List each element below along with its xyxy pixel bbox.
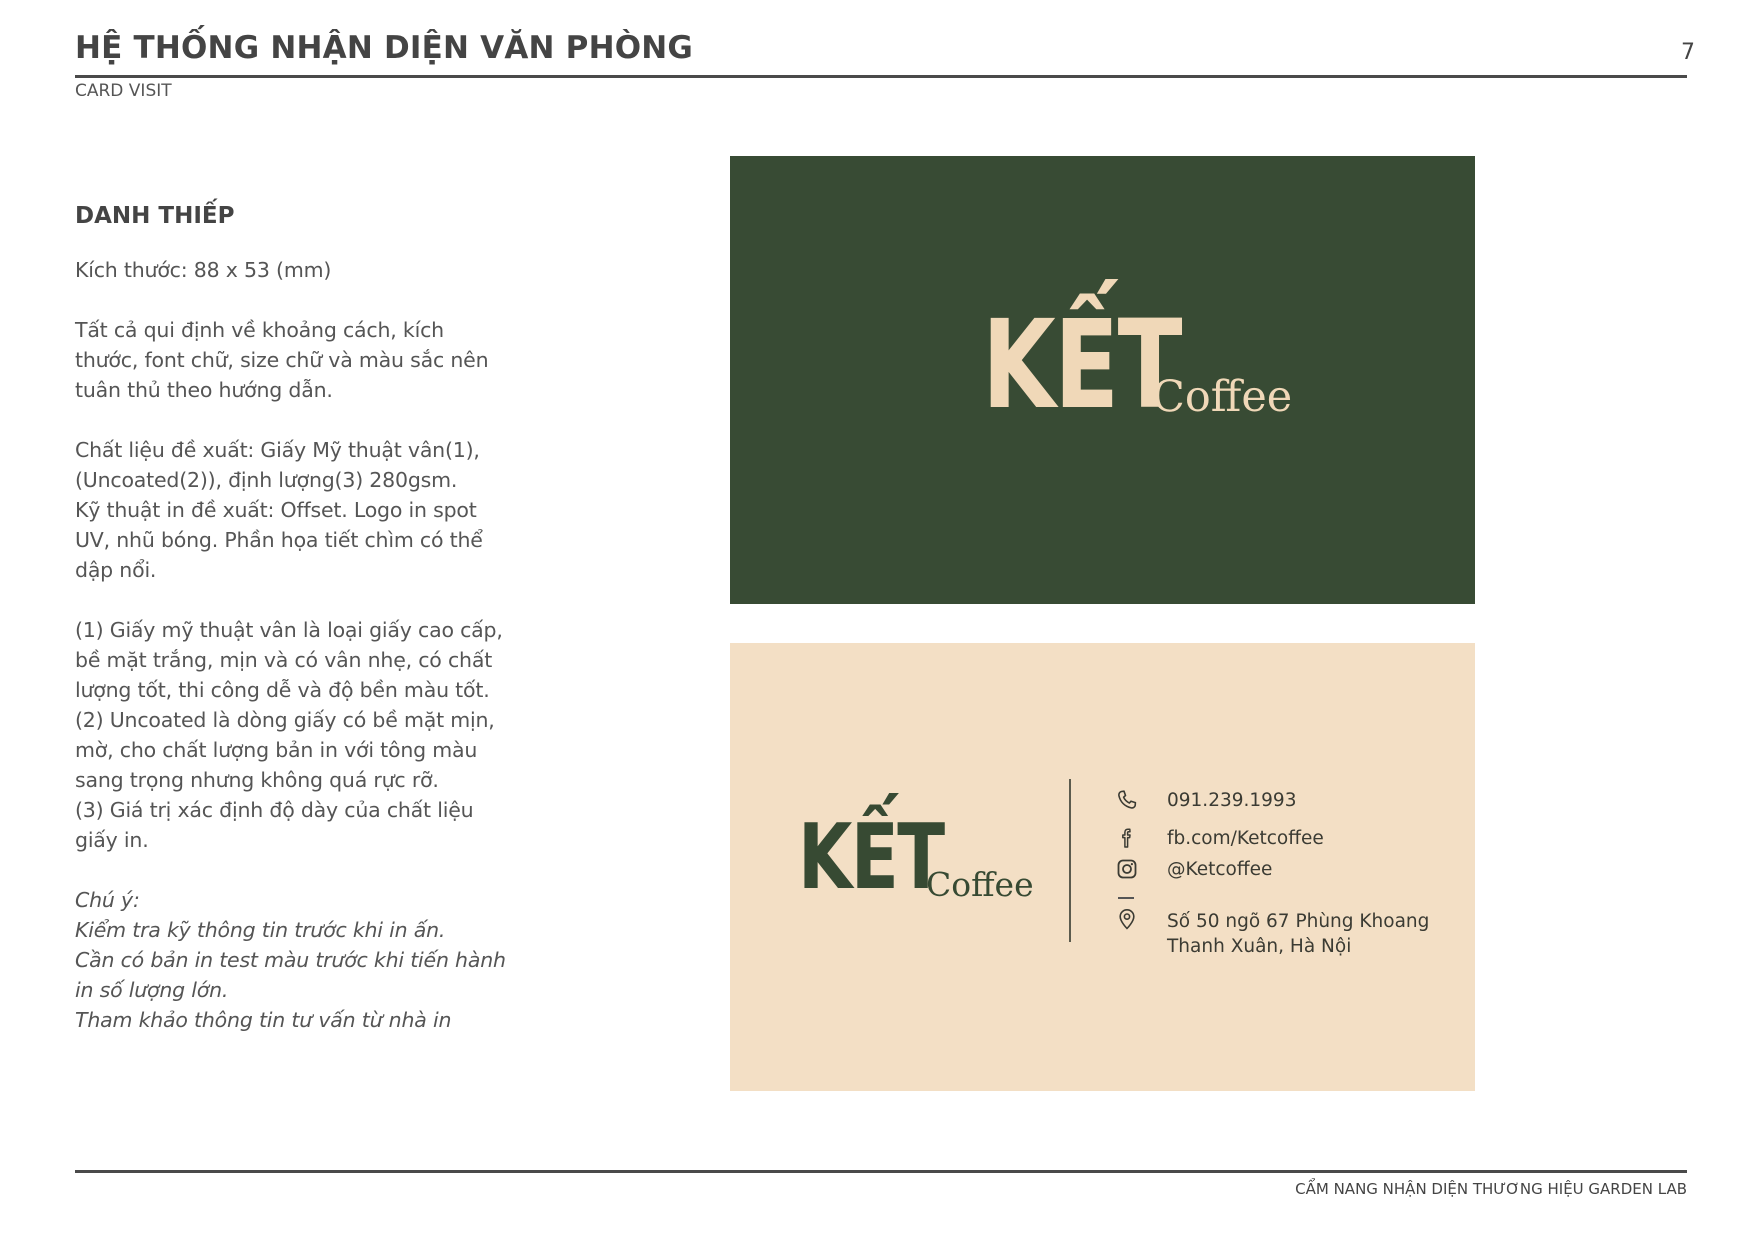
facebook-text: fb.com/Ketcoffee [1167, 828, 1324, 849]
section-title: DANH THIẾP [75, 203, 235, 229]
address-text: Số 50 ngõ 67 Phùng Khoang Thanh Xuân, Hà Nội [1167, 911, 1430, 957]
contact-divider [1118, 897, 1134, 899]
description-column [75, 203, 545, 1035]
logo-mark: KẾT [798, 805, 944, 910]
footer-text: CẨM NANG NHẬN DIỆN THƯƠNG HIỆU GARDEN LAB [1295, 1180, 1687, 1198]
page-title: HỆ THỐNG NHẬN DIỆN VĂN PHÒNG [75, 30, 694, 66]
ket-coffee-logo [798, 805, 1034, 910]
logo-mark: KẾT [982, 294, 1181, 436]
facebook-icon [1115, 826, 1139, 850]
card-divider [1069, 779, 1071, 942]
location-pin-icon [1115, 907, 1139, 931]
phone-text: 091.239.1993 [1167, 790, 1297, 811]
instagram-icon [1115, 857, 1139, 881]
page-subtitle: CARD VISIT [75, 81, 172, 101]
notes-text: Chú ý: Kiểm tra kỹ thông tin trước khi in ấn. Cần có bản in test màu trước khi tiến hành in số lượng lớn. Tham khảo thông tin tư vấn từ nhà in [75, 888, 506, 1032]
business-card-front [730, 156, 1475, 604]
logo-sub: Coffee [1152, 372, 1293, 422]
ket-coffee-logo [982, 294, 1293, 436]
guideline-text: Tất cả qui định về khoảng cách, kích thước, font chữ, size chữ và màu sắc nên tuân thủ theo hướng dẫn. [75, 318, 489, 402]
size-text: Kích thước: 88 x 53 (mm) [75, 258, 332, 282]
footer-divider [75, 1170, 1687, 1173]
logo-sub: Coffee [926, 865, 1034, 904]
page-number: 7 [1681, 40, 1695, 65]
phone-icon [1115, 788, 1139, 812]
instagram-text: @Ketcoffee [1167, 859, 1273, 880]
header-divider [75, 75, 1687, 78]
footnotes-text: (1) Giấy mỹ thuật vân là loại giấy cao cấp, bề mặt trắng, mịn và có vân nhẹ, có chất lượng tốt, thi công dễ và độ bền màu tốt. (2) Uncoated là dòng giấy có bề mặt mịn, mờ, cho chất lượng bản in với tông màu sang trọng nhưng không quá rực rỡ. (3) Giá trị xác định độ dày của chất liệu giấy in. [75, 618, 503, 852]
materials-text: Chất liệu đề xuất: Giấy Mỹ thuật vân(1), (Uncoated(2)), định lượng(3) 280gsm. Kỹ thuật in đề xuất: Offset. Logo in spot UV, nhũ bóng. Phần họa tiết chìm có thể dập nổi. [75, 438, 483, 582]
business-card-back [730, 643, 1475, 1091]
